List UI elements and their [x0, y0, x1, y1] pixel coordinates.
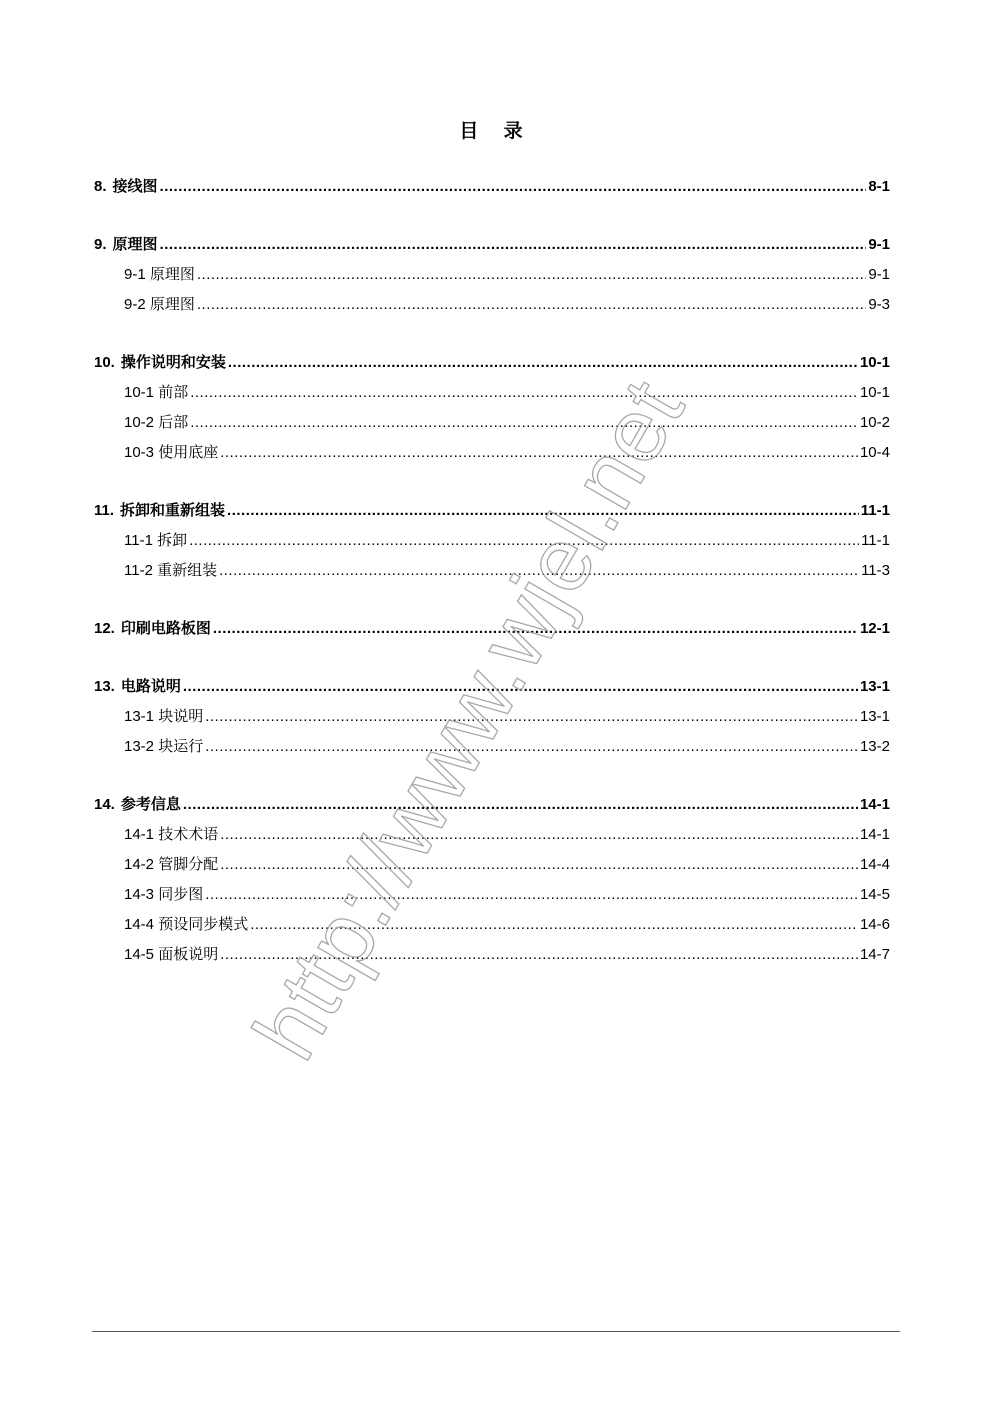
chapter-title: 电路说明 [120, 678, 181, 695]
chapter-number: 11. [94, 502, 115, 519]
page-number: 10-4 [859, 444, 890, 461]
toc-section [94, 614, 890, 644]
page-number: 11-1 [861, 532, 890, 549]
page-number: 14-4 [859, 856, 890, 873]
page-number: 9-3 [868, 296, 890, 313]
toc-chapter-entry[interactable] [94, 172, 890, 202]
page-number: 10-1 [859, 384, 890, 401]
subsection-title: 14-4 预设同步模式 [124, 916, 249, 933]
footer-divider [92, 1331, 900, 1332]
dot-leader [189, 526, 859, 556]
page-number: 12-1 [859, 620, 890, 637]
dot-leader [183, 672, 858, 702]
toc-subsection-entry[interactable] [94, 260, 890, 290]
dot-leader [190, 378, 858, 408]
toc-section [94, 348, 890, 468]
chapter-title: 印刷电路板图 [120, 620, 211, 637]
chapter-number: 8. [94, 178, 107, 195]
toc-chapter-entry[interactable] [94, 614, 890, 644]
chapter-title: 接线图 [112, 178, 158, 195]
page-number: 13-1 [859, 678, 890, 695]
toc-subsection-entry[interactable] [94, 940, 890, 970]
page-number: 14-5 [859, 886, 890, 903]
page-number: 10-2 [859, 414, 890, 431]
toc-subsection-entry[interactable] [94, 378, 890, 408]
dot-leader [228, 348, 858, 378]
subsection-title: 14-2 管脚分配 [124, 856, 219, 873]
subsection-title: 9-2 原理图 [124, 296, 195, 313]
dot-leader [183, 790, 858, 820]
dot-leader [219, 556, 859, 586]
watermark: http://www.wjel.net [235, 363, 704, 1076]
dot-leader [220, 438, 858, 468]
dot-leader [197, 260, 866, 290]
chapter-title: 拆卸和重新组装 [120, 502, 226, 519]
toc-section [94, 672, 890, 762]
chapter-title: 操作说明和安装 [120, 354, 226, 371]
dot-leader [227, 496, 859, 526]
page-number: 14-7 [859, 946, 890, 963]
dot-leader [197, 290, 866, 320]
dot-leader [220, 850, 858, 880]
dot-leader [250, 910, 858, 940]
toc-subsection-entry[interactable] [94, 820, 890, 850]
page-number: 14-6 [859, 916, 890, 933]
subsection-title: 13-1 块说明 [124, 708, 204, 725]
dot-leader [205, 880, 858, 910]
chapter-title: 原理图 [112, 236, 158, 253]
toc-subsection-entry[interactable] [94, 880, 890, 910]
page-number: 14-1 [859, 796, 890, 813]
subsection-title: 14-3 同步图 [124, 886, 204, 903]
toc-section [94, 172, 890, 202]
subsection-title: 13-2 块运行 [124, 738, 204, 755]
chapter-title: 参考信息 [120, 796, 181, 813]
dot-leader [220, 940, 858, 970]
subsection-title: 10-1 前部 [124, 384, 189, 401]
chapter-number: 13. [94, 678, 115, 695]
toc-chapter-entry[interactable] [94, 672, 890, 702]
dot-leader [220, 820, 858, 850]
subsection-title: 11-2 重新组装 [124, 562, 218, 579]
page-number: 13-1 [859, 708, 890, 725]
dot-leader [213, 614, 858, 644]
page-number: 10-1 [859, 354, 890, 371]
toc-chapter-entry[interactable] [94, 348, 890, 378]
subsection-title: 10-3 使用底座 [124, 444, 219, 461]
page-number: 9-1 [868, 266, 890, 283]
toc-subsection-entry[interactable] [94, 732, 890, 762]
subsection-title: 11-1 拆卸 [124, 532, 188, 549]
toc-subsection-entry[interactable] [94, 290, 890, 320]
page-title: 目 录 [459, 121, 533, 142]
toc-chapter-entry[interactable] [94, 230, 890, 260]
dot-leader [205, 702, 858, 732]
subsection-title: 14-5 面板说明 [124, 946, 219, 963]
toc-subsection-entry[interactable] [94, 408, 890, 438]
toc-subsection-entry[interactable] [94, 438, 890, 468]
toc-chapter-entry[interactable] [94, 496, 890, 526]
subsection-title: 9-1 原理图 [124, 266, 195, 283]
dot-leader [160, 172, 867, 202]
page-number: 14-1 [859, 826, 890, 843]
page-number: 11-3 [861, 562, 890, 579]
chapter-number: 14. [94, 796, 115, 813]
chapter-number: 10. [94, 354, 115, 371]
toc-subsection-entry[interactable] [94, 910, 890, 940]
table-of-contents [94, 172, 890, 998]
toc-section [94, 496, 890, 586]
dot-leader [190, 408, 858, 438]
subsection-title: 14-1 技术术语 [124, 826, 219, 843]
chapter-number: 9. [94, 236, 107, 253]
chapter-number: 12. [94, 620, 115, 637]
toc-chapter-entry[interactable] [94, 790, 890, 820]
page-number: 13-2 [859, 738, 890, 755]
dot-leader [205, 732, 858, 762]
toc-subsection-entry[interactable] [94, 526, 890, 556]
subsection-title: 10-2 后部 [124, 414, 189, 431]
page-number: 8-1 [868, 178, 890, 195]
toc-subsection-entry[interactable] [94, 850, 890, 880]
toc-section [94, 230, 890, 320]
page-number: 11-1 [860, 502, 890, 519]
page-number: 9-1 [868, 236, 890, 253]
toc-subsection-entry[interactable] [94, 556, 890, 586]
toc-subsection-entry[interactable] [94, 702, 890, 732]
toc-section [94, 790, 890, 970]
dot-leader [160, 230, 867, 260]
